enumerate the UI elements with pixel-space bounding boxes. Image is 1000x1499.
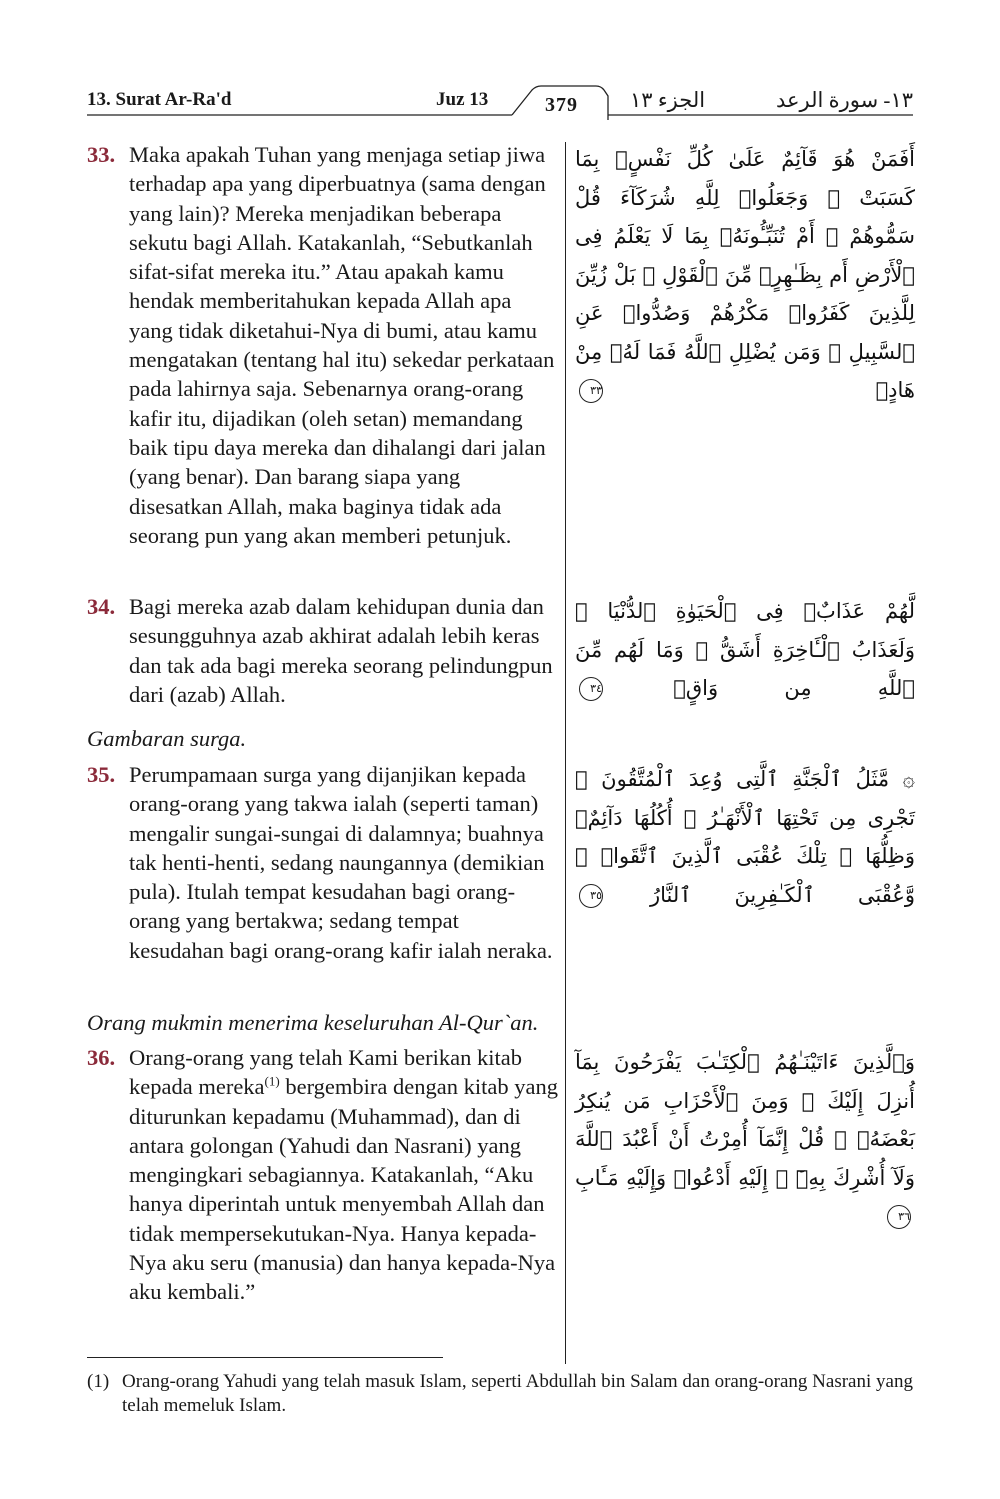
ayah-marker-icon: ٣٥ <box>579 884 603 908</box>
section-heading-gambaran: Gambaran surga. <box>87 726 247 751</box>
verse-number: 33. <box>87 142 116 167</box>
arabic-juz-label: الجزء ١٣ <box>630 88 706 112</box>
verse-33 <box>87 140 559 550</box>
footnote-reference[interactable]: (1) <box>264 1073 280 1089</box>
verse-number: 34. <box>87 594 116 619</box>
verse-text-part: bergembira dengan kitab yang diturunkan kepadamu (Muhammad), dan di antara golongan (Yahudi dan Nasrani) yang mengingkari sebagiannya. Katakanlah, “Aku hanya diperintah untuk menyembah Allah dan tidak mempersekutukan-Nya. Hanya kepada-Nya aku seru (manusia) dan hanya kepada-Nya aku kembali.” <box>129 1074 558 1305</box>
verse-text: Perumpamaan surga yang dijanjikan kepada orang-orang yang takwa ialah (seperti taman) mengalir sungai-sungai di dalamnya; buahnya tak henti-henti, sedang naungannya (demikian pula). Itulah tempat kesudahan bagi orang-orang yang bertakwa; sedang tempat kesudahan bagi orang-orang kafir ialah neraka. <box>129 762 553 963</box>
verse-text-part: Orang-orang yang telah Kami berikan kitab kepada mereka <box>129 1045 522 1100</box>
ayah-marker-icon: ٣٣ <box>579 379 603 403</box>
juz-label: Juz 13 <box>436 89 489 110</box>
surah-title: 13. Surat Ar-Ra'd <box>87 89 232 110</box>
footnote-number: (1) <box>87 1371 110 1392</box>
arabic-verse-35 <box>575 760 915 914</box>
verse-text <box>129 1043 559 1307</box>
arabic-text: ۞ مَّثَلُ ٱلْجَنَّةِ ٱلَّتِى وُعِدَ ٱلْمُتَّقُونَ ۖ تَجْرِى مِن تَحْتِهَا ٱلْأَنْهَـٰرُ ۖ أُكُلُهَا دَآئِمٌۭ وَظِلُّهَا ۚ تِلْكَ عُقْبَى ٱلَّذِينَ ٱتَّقَوا۟ ۖ وَّعُقْبَى ٱلْكَـٰفِرِينَ ٱلنَّارُ <box>575 767 915 907</box>
arabic-verse-34 <box>575 592 915 708</box>
section-heading-orang-mukmin: Orang mukmin menerima keseluruhan Al-Qur`an. <box>87 1010 539 1035</box>
footnote <box>87 1370 917 1417</box>
verse-text: Bagi mereka azab dalam kehidupan dunia dan sesungguhnya azab akhirat adalah lebih keras dan tak ada bagi mereka seorang pelindungpun dari (azab) Allah. <box>129 594 553 707</box>
verse-text: Maka apakah Tuhan yang menjaga setiap jiwa terhadap apa yang diperbuatnya (sama dengan yang lain)? Mereka menjadikan beberapa sekutu bagi Allah. Katakanlah, “Sebutkanlah sifat-sifat mereka itu.” Atau apakah kamu hendak memberitahukan kepada Allah apa yang tidak diketahui-Nya di bumi, atau kamu mengatakan (tentang hal itu) sekedar perkataan pada lahirnya saja. Sebenarnya orang-orang kafir itu, dijadikan (oleh setan) memandang baik tipu daya mereka dan dihalangi dari jalan (yang benar). Dan barang siapa yang disesatkan Allah, maka baginya tidak ada seorang pun yang akan memberi petunjuk. <box>129 142 555 548</box>
arabic-text: أَفَمَنْ هُوَ قَآئِمٌ عَلَىٰ كُلِّ نَفْسٍۢ بِمَا كَسَبَتْ ۗ وَجَعَلُوا۟ لِلَّهِ شُرَكَآءَ قُلْ سَمُّوهُمْ ۚ أَمْ تُنَبِّـُٔونَهُۥ بِمَا لَا يَعْلَمُ فِى ٱلْأَرْضِ أَم بِظَـٰهِرٍۢ مِّنَ ٱلْقَوْلِ ۗ بَلْ زُيِّنَ لِلَّذِينَ كَفَرُوا۟ مَكْرُهُمْ وَصُدُّوا۟ عَنِ ٱلسَّبِيلِ ۗ وَمَن يُضْلِلِ ٱللَّهُ فَمَا لَهُۥ مِنْ هَادٍۢ <box>575 147 915 402</box>
arabic-verse-33 <box>575 140 915 410</box>
verse-34 <box>87 592 559 709</box>
arabic-text: لَّهُمْ عَذَابٌۭ فِى ٱلْحَيَوٰةِ ٱلدُّنْيَا ۖ وَلَعَذَابُ ٱلْـَٔاخِرَةِ أَشَقُّ ۖ وَمَا لَهُم مِّنَ ٱللَّهِ مِن وَاقٍۢ <box>575 599 915 700</box>
ayah-marker-icon: ٣٦ <box>887 1205 911 1229</box>
verse-number: 36. <box>87 1045 116 1070</box>
ayah-marker-icon: ٣٤ <box>579 677 603 701</box>
arabic-text: وَٱلَّذِينَ ءَاتَيْنَـٰهُمُ ٱلْكِتَـٰبَ يَفْرَحُونَ بِمَآ أُنزِلَ إِلَيْكَ ۖ وَمِنَ ٱلْأَحْزَابِ مَن يُنكِرُ بَعْضَهُۥ ۚ قُلْ إِنَّمَآ أُمِرْتُ أَنْ أَعْبُدَ ٱللَّهَ وَلَآ أُشْرِكَ بِهِۦٓ ۚ إِلَيْهِ أَدْعُوا۟ وَإِلَيْهِ مَـَٔابِ <box>575 1050 915 1190</box>
arabic-verse-36 <box>575 1043 915 1236</box>
verse-36 <box>87 1043 559 1307</box>
footnote-rule <box>87 1357 443 1358</box>
column-divider <box>565 142 566 1364</box>
verse-number: 35. <box>87 762 116 787</box>
footnote-text: Orang-orang Yahudi yang telah masuk Islam, seperti Abdullah bin Salam dan orang-orang Nasrani yang telah memeluk Islam. <box>122 1371 913 1416</box>
arabic-surah-title: ١٣- سورة الرعد <box>775 88 913 112</box>
verse-35 <box>87 760 559 965</box>
page-number: 379 <box>545 94 578 116</box>
